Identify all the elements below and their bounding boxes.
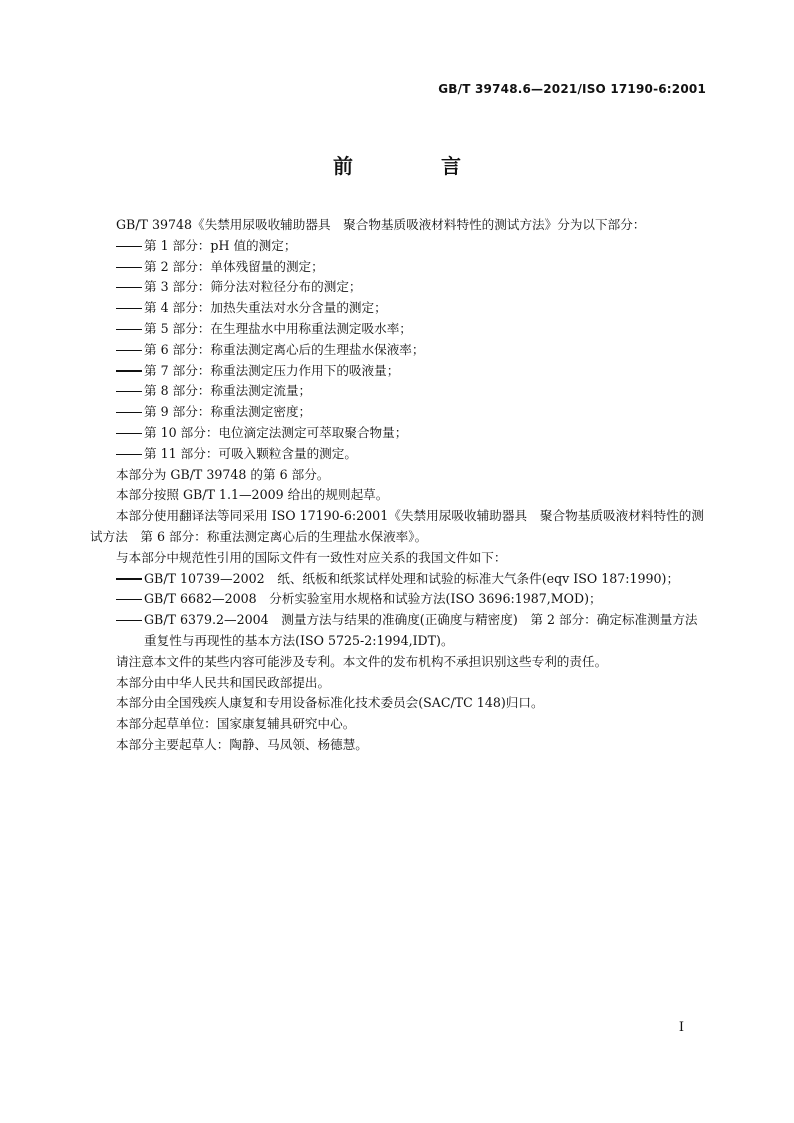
standard-code: GB/T 39748.6—2021/ISO 17190-6:2001 [438,82,706,96]
page-number: I [678,1020,684,1035]
part-text: 第 4 部分：加热失重法对水分含量的测定； [144,300,387,316]
dash-mark [116,402,144,423]
part-text: 第 7 部分：称重法测定压力作用下的吸液量； [144,362,400,378]
list-item [90,402,704,423]
part-text: 第 1 部分：pH 值的测定； [144,237,297,253]
translation-paragraph: 本部分使用翻译法等同采用 ISO 17190-6:2001《失禁用尿吸收辅助器具 聚合物基质吸液材料特性的测试方法 第 6 部分：称重法测定离心后的生理盐水保液率》。 [90,508,704,544]
list-item [90,381,704,402]
part-text: 第 8 部分：称重法测定流量； [144,383,312,399]
dash-mark [116,381,144,402]
reference-item [90,610,704,652]
reference-text: GB/T 10739—2002 纸、纸板和纸浆试样处理和试验的标准大气条件(eqv ISO 187:1990)； [144,570,680,586]
list-item [90,298,704,319]
part-text: 第 5 部分：在生理盐水中用称重法测定吸水率； [144,320,412,336]
dash-mark [116,361,144,382]
dash-mark [116,340,144,361]
dash-mark [116,319,144,340]
list-item [90,257,704,278]
part-text: 第 9 部分：称重法测定密度； [144,404,312,420]
list-item [90,423,704,444]
part-text: 第 3 部分：筛分法对粒径分布的测定； [144,279,362,295]
list-item [90,340,704,361]
drafters-paragraph: 本部分主要起草人：陶静、马凤领、杨德慧。 [116,736,368,752]
reference-text: GB/T 6682—2008 分析实验室用水规格和试验方法(ISO 3696:1987,MOD)； [144,591,602,607]
part-text: 第 6 部分：称重法测定离心后的生理盐水保液率； [144,341,425,357]
document-body [90,215,704,756]
dash-mark [116,610,144,631]
part-text: 第 2 部分：单体残留量的测定； [144,258,324,274]
dash-mark [116,569,144,590]
list-item [90,444,704,465]
dash-mark [116,423,144,444]
reference-item [90,589,704,610]
list-item [90,361,704,382]
reference-item [90,569,704,590]
reference-text: GB/T 6379.2—2004 测量方法与结果的准确度(正确度与精密度) 第 2 部分：确定标准测量方法重复性与再现性的基本方法(ISO 5725-2:1994,IDT)。 [144,612,698,648]
dash-mark [116,444,144,465]
page-title: 前 言 [333,154,495,178]
list-item [90,236,704,257]
dash-mark [116,277,144,298]
dash-mark [116,236,144,257]
part-number-paragraph: 本部分为 GB/T 39748 的第 6 部分。 [116,466,330,482]
drafting-unit-paragraph: 本部分起草单位：国家康复辅具研究中心。 [116,716,356,732]
dash-mark [116,298,144,319]
patent-notice-paragraph: 请注意本文件的某些内容可能涉及专利。本文件的发布机构不承担识别这些专利的责任。 [116,653,608,669]
list-item [90,319,704,340]
dash-mark [116,257,144,278]
drafting-rules-paragraph: 本部分按照 GB/T 1.1—2009 给出的规则起草。 [116,487,389,503]
dash-mark [116,589,144,610]
list-item [90,277,704,298]
part-text: 第 11 部分：可吸入颗粒含量的测定。 [144,445,357,461]
proposed-by-paragraph: 本部分由中华人民共和国民政部提出。 [116,674,331,690]
part-text: 第 10 部分：电位滴定法测定可萃取聚合物量； [144,424,408,440]
intro-paragraph: GB/T 39748《失禁用尿吸收辅助器具 聚合物基质吸液材料特性的测试方法》分为以下部分： [116,217,646,232]
managed-by-paragraph: 本部分由全国残疾人康复和专用设备标准化技术委员会(SAC/TC 148)归口。 [116,695,544,711]
references-intro-paragraph: 与本部分中规范性引用的国际文件有一致性对应关系的我国文件如下： [116,549,507,565]
